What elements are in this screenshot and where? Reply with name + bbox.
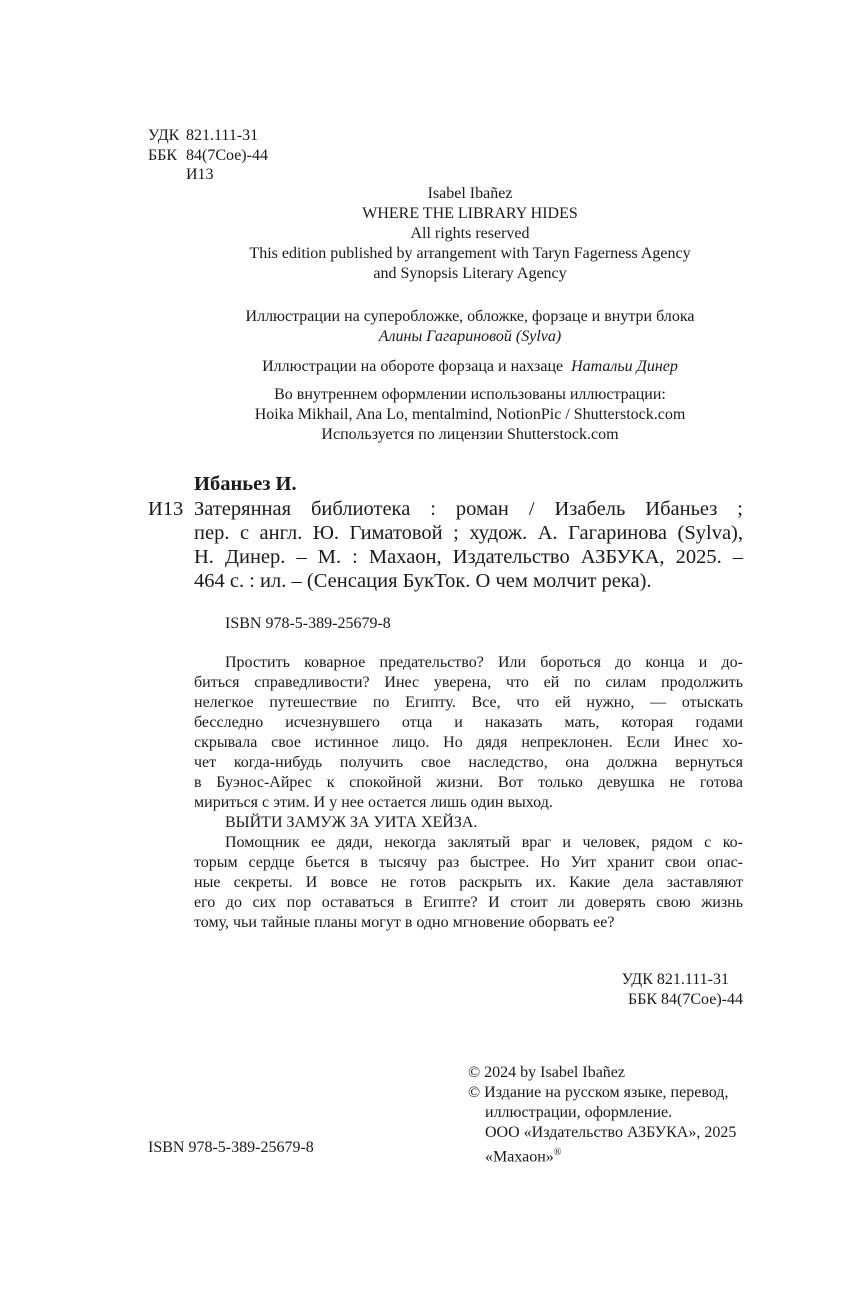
registered-mark: ®: [553, 1147, 562, 1158]
bbk-label: ББК: [148, 147, 178, 164]
credits-line-3: [150, 357, 790, 377]
bib-line: Затерянная библиотека : роман / Изабель Ибаньез ;: [194, 498, 743, 520]
annotation-line: в Буэнос-Айрес к спокойной жизни. Вот только девушка не готова: [194, 774, 743, 791]
credits-line-2: Алины Гагариновой (Sylva): [378, 328, 562, 345]
copyright-line-2: © Издание на русском языке, перевод,: [468, 1084, 729, 1101]
classification-bottom: [443, 970, 743, 1010]
copyright-line-1: © 2024 by Isabel Ibañez: [468, 1064, 625, 1081]
author-en: Isabel Ibañez: [427, 185, 513, 202]
bbk-bottom: ББК 84(7Сое)-44: [628, 991, 743, 1008]
credits-line-5: Hoika Mikhail, Ana Lo, mentalmind, NotionPic / Shutterstock.com: [254, 406, 686, 423]
annotation-line: его до сих пор оставаться в Египте? И стоит ли доверять свою жизнь: [194, 894, 743, 911]
annotation-line: Помощник ее дяди, некогда заклятый враг и человек, рядом с ко-: [225, 834, 743, 851]
credits-line-6: Используется по лицензии Shutterstock.com: [321, 426, 619, 443]
annotation-line: чет когда-нибудь получить свое наследство, она должна вернуться: [194, 754, 743, 771]
copyright-block: [468, 1063, 736, 1167]
annotation: [194, 653, 743, 933]
bib-author: Ибаньез И.: [194, 473, 297, 495]
annotation-line: бесследно исчезнувшего отца и наказать мать, которая годами: [194, 714, 743, 731]
bbk-classification: [148, 146, 268, 166]
annotation-line: тому, чьи тайные планы могут в одно мгновение оборвать ее?: [194, 914, 615, 931]
bib-record: [194, 497, 743, 593]
copyright-line-3: иллюстрации, оформление.: [485, 1104, 673, 1121]
credits-line-3-name: Натальи Динер: [571, 358, 678, 375]
credits-block: [150, 307, 790, 445]
arrangement-line-2: and Synopsis Literary Agency: [373, 265, 567, 282]
bib-isbn: ISBN 978-5-389-25679-8: [225, 615, 391, 632]
copyright-line-4: ООО «Издательство АЗБУКА», 2025: [485, 1124, 737, 1141]
copyright-publisher: «Махаон»: [485, 1148, 554, 1166]
annotation-line: ные секреты. И вовсе не готов раскрыть их. Какие дела заставляют: [194, 874, 743, 891]
title-en: WHERE THE LIBRARY HIDES: [362, 205, 578, 222]
udk-bottom: УДК 821.111-31: [621, 971, 729, 988]
annotation-emphasis: ВЫЙТИ ЗАМУЖ ЗА УИТА ХЕЙЗА.: [225, 814, 478, 831]
isbn-bottom: ISBN 978-5-389-25679-8: [148, 1139, 314, 1156]
annotation-line: мириться с этим. И у нее остается лишь один выход.: [194, 794, 553, 811]
annotation-line: биться справедливости? Инес уверена, что ей по силам продолжить: [194, 674, 743, 691]
bib-line: пер. с англ. Ю. Гиматовой ; худож. А. Гагаринова (Sylva),: [194, 522, 743, 544]
credits-line-4: Во внутреннем оформлении использованы иллюстрации:: [274, 386, 666, 403]
udk-value: 821.111-31: [186, 127, 259, 144]
udk-classification: [148, 126, 258, 146]
annotation-line: Простить коварное предательство? Или бороться до конца и до-: [225, 654, 743, 671]
arrangement-line-1: This edition published by arrangement with Taryn Fagerness Agency: [249, 245, 691, 262]
bbk-value: 84(7Сое)-44: [186, 147, 268, 164]
rights-reserved: All rights reserved: [410, 225, 530, 242]
credits-line-1: Иллюстрации на суперобложке, обложке, форзаце и внутри блока: [245, 308, 695, 325]
author-mark-top: И13: [186, 166, 214, 183]
bib-line: Н. Динер. – М. : Махаон, Издательство АЗБУКА, 2025. –: [194, 546, 743, 568]
bib-mark: И13: [148, 498, 184, 520]
bib-line: 464 с. : ил. – (Сенсация БукТок. О чем молчит река).: [194, 570, 652, 592]
rights-block: [150, 184, 790, 284]
annotation-line: скрывала свое истинное лицо. Но дядя непреклонен. Если Инес хо-: [194, 734, 743, 751]
annotation-line: нелегкое путешествие по Египту. Все, что ей нужно, — отыскать: [194, 694, 743, 711]
udk-label: УДК: [148, 127, 180, 144]
annotation-line: торым сердце бьется в тысячу раз быстрее. Но Уит хранит свои опас-: [194, 854, 743, 871]
credits-line-3-prefix: Иллюстрации на обороте форзаца и нахзаце: [262, 358, 564, 375]
copyright-line-5: [468, 1143, 736, 1167]
